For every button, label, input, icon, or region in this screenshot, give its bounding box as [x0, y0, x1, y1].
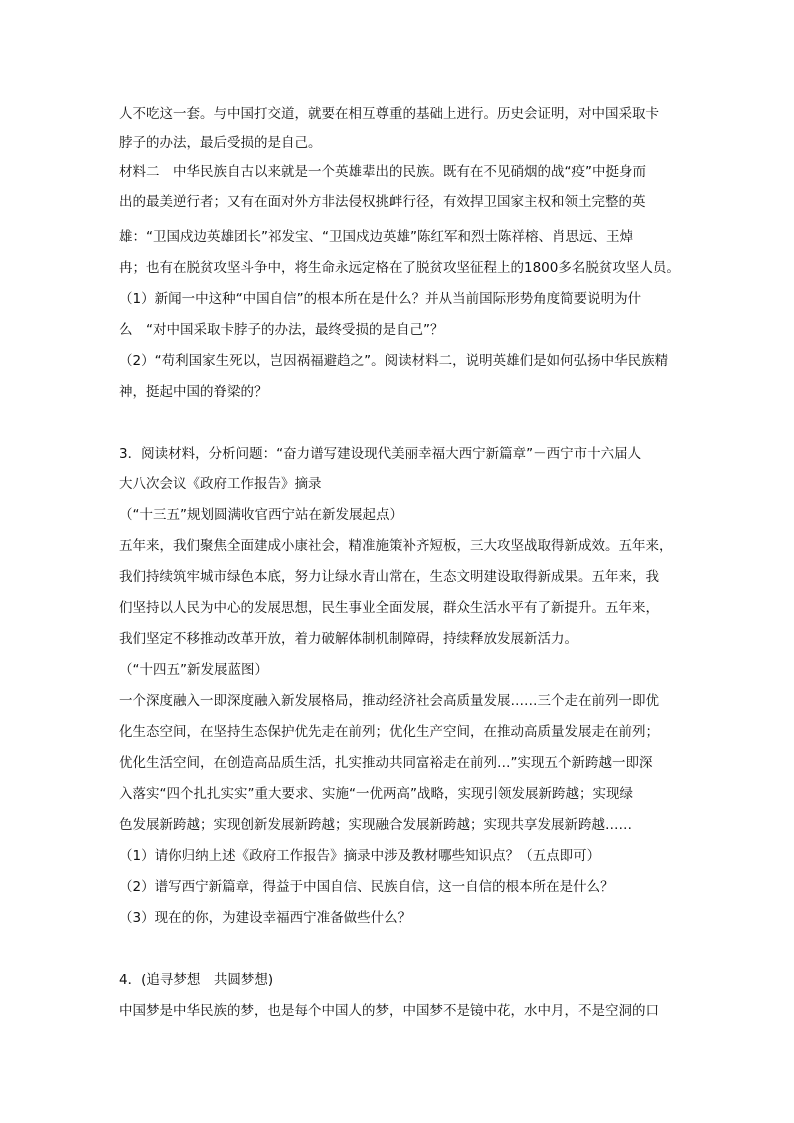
section-heading: 4．(追寻梦想 共圆梦想) — [119, 972, 274, 988]
question-line: （1）请你归纳上述《政府工作报告》摘录中涉及教材哪些知识点？（五点即可） — [119, 848, 601, 864]
section-heading: 大八次会议《政府工作报告》摘录 — [119, 476, 322, 492]
question-line: 么 “对中国采取卡脖子的办法，最终受损的是自己”？ — [119, 322, 444, 338]
text-line: 们坚持以人民为中心的发展思想，民生事业全面发展，群众生活水平有了新提升。五年来， — [119, 600, 659, 616]
text-line: 五年来，我们聚焦全面建成小康社会，精准施策补齐短板，三大攻坚战取得新成效。五年来， — [119, 538, 673, 554]
text-line: 化生态空间，在坚持生态保护优先走在前列；优化生产空间，在推动高质量发展走在前列； — [119, 724, 659, 740]
text-line: 出的最美逆行者；又有在面对外方非法侵权挑衅行径，有效捍卫国家主权和领土完整的英 — [119, 194, 646, 210]
question-line: （2）“苟利国家生死以，岂因祸福避趋之”。阅读材料二，说明英雄们是如何弘扬中华民族精 — [119, 353, 669, 369]
text-line: 脖子的办法，最后受损的是自己。 — [119, 135, 322, 151]
text-line: 雄：“卫国戍边英雄团长”祁发宝、“卫国戍边英雄”陈红军和烈士陈祥榕、肖思远、王焯 — [119, 229, 633, 245]
text-line: 人不吃这一套。与中国打交道，就要在相互尊重的基础上进行。历史会证明，对中国采取卡 — [119, 106, 659, 122]
subheading: （“十四五”新发展蓝图） — [119, 662, 268, 678]
text-line: 我们持续筑牢城市绿色本底，努力让绿水青山常在，生态文明建设取得新成果。五年来，我 — [119, 569, 659, 585]
subheading: （“十三五”规划圆满收官西宁站在新发展起点） — [119, 507, 403, 523]
question-line: （1）新闻一中这种“中国自信”的根本所在是什么？并从当前国际形势角度简要说明为什 — [119, 291, 642, 307]
text-line: 优化生活空间，在创造高品质生活，扎实推动共同富裕走在前列…”实现五个新跨越一即深 — [119, 755, 653, 771]
text-line: 入落实“四个扎扎实实”重大要求、实施“一优两高”战略，实现引领发展新跨越；实现绿 — [119, 786, 633, 802]
text-line: 冉；也有在脱贫攻坚斗争中，将生命永远定格在了脱贫攻坚征程上的1800多名脱贫攻坚人员。 — [119, 260, 680, 276]
text-line: 一个深度融入一即深度融入新发展格局，推动经济社会高质量发展……三个走在前列一即优 — [119, 693, 659, 709]
question-line: 神，挺起中国的脊梁的？ — [119, 384, 268, 400]
text-line: 我们坚定不移推动改革开放，着力破解体制机制障碍，持续释放发展新活力。 — [119, 631, 578, 647]
text-line: 材料二 中华民族自古以来就是一个英雄辈出的民族。既有在不见硝烟的战“疫”中挺身而 — [119, 164, 646, 180]
section-heading: 3．阅读材料，分析问题：“奋力谱写建设现代美丽幸福大西宁新篇章”－西宁市十六届人 — [119, 446, 642, 462]
question-line: （2）谱写西宁新篇章，得益于中国自信、民族自信，这一自信的根本所在是什么？ — [119, 879, 614, 895]
text-line: 色发展新跨越；实现创新发展新跨越；实现融合发展新跨越；实现共享发展新跨越…… — [119, 817, 632, 833]
text-line: 中国梦是中华民族的梦，也是每个中国人的梦，中国梦不是镜中花，水中月，不是空洞的口 — [119, 1003, 659, 1019]
question-line: （3）现在的你，为建设幸福西宁准备做些什么？ — [119, 910, 412, 926]
